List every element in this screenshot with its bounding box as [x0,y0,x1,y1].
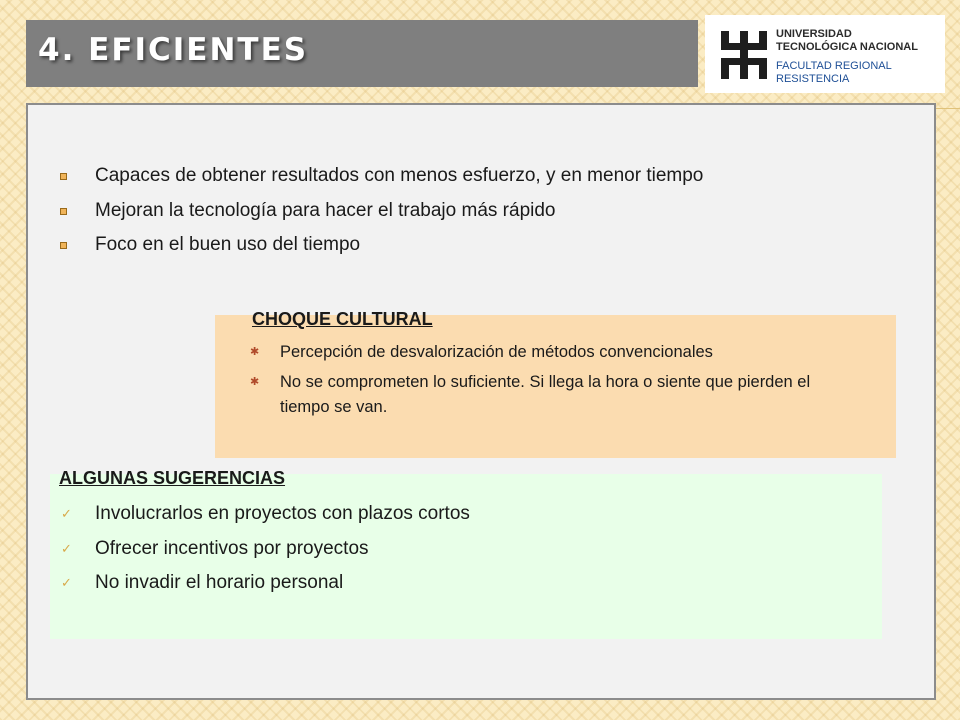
checkmark-icon: ✓ [61,506,72,521]
list-item [58,162,703,197]
university-logo [705,15,945,93]
list-item-text: No invadir el horario personal [95,572,344,593]
title-bar [26,20,698,87]
list-item [58,569,470,604]
utn-logo-icon [717,27,771,83]
logo-line-4: RESISTENCIA [776,73,850,85]
square-bullet-icon [60,208,67,215]
asterisk-bullet-icon: ✱ [250,376,260,388]
logo-line-3: FACULTAD REGIONAL [776,60,892,72]
list-item-text: Percepción de desvalorización de métodos convencionales [280,343,713,361]
list-item-text: Mejoran la tecnología para hacer el trabajo más rápido [95,199,556,221]
list-item-text: No se comprometen lo suficiente. Si llega la hora o siente que pierden el tiempo se van. [280,373,811,416]
list-item-text: Ofrecer incentivos por proyectos [95,537,369,559]
slide-title: 4. EFICIENTES [38,32,309,68]
characteristics-list [58,162,703,266]
list-item [58,535,470,570]
checkmark-icon: ✓ [61,540,72,556]
checkmark-icon: ✓ [61,575,72,590]
decorative-line [934,108,960,109]
logo-line-2: TECNOLÓGICA NACIONAL [776,41,918,53]
square-bullet-icon [60,173,67,180]
list-item-text: Foco en el buen uso del tiempo [95,234,361,255]
list-item [250,370,850,420]
list-item [58,231,703,266]
asterisk-bullet-icon: ✱ [250,346,260,358]
logo-line-1: UNIVERSIDAD [776,28,852,40]
list-item-text: Involucrarlos en proyectos con plazos cortos [95,503,470,524]
list-item-text: Capaces de obtener resultados con menos esfuerzo, y en menor tiempo [95,165,704,186]
culture-shock-list [250,340,850,425]
list-item [58,197,703,232]
list-item [250,340,850,365]
square-bullet-icon [60,242,67,249]
suggestions-title: ALGUNAS SUGERENCIAS [59,468,286,488]
list-item [58,500,470,535]
suggestions-list [58,500,470,604]
culture-shock-title: CHOQUE CULTURAL [252,309,433,329]
